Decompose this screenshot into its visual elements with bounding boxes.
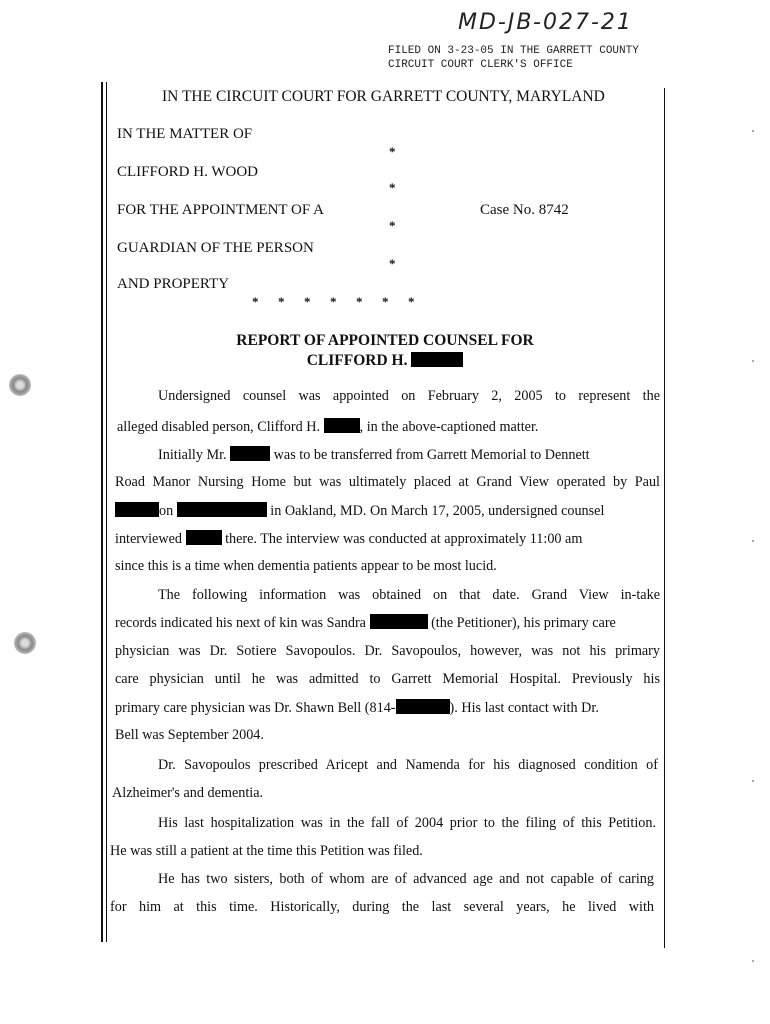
caption-line-2: CLIFFORD H. WOOD	[117, 164, 258, 180]
caption-line-4: GUARDIAN OF THE PERSON	[117, 240, 314, 256]
case-number: Case No. 8742	[480, 202, 569, 218]
left-margin-line-inner	[106, 82, 107, 942]
p3-line3: physician was Dr. Sotiere Savopoulos. Dr. Savopoulos, however, was not his primary	[115, 643, 660, 659]
p3-line2: records indicated his next of kin was Sandra (the Petitioner), his primary care	[115, 615, 616, 631]
caption-line-3: FOR THE APPOINTMENT OF A	[117, 202, 324, 218]
p3-line5: primary care physician was Dr. Shawn Bell (814- ). His last contact with Dr.	[115, 700, 599, 716]
p2-line5: since this is a time when dementia patients appear to be most lucid.	[115, 558, 497, 574]
p3-line1: The following information was obtained on that date. Grand View in-take	[158, 587, 660, 603]
handwritten-case-number: MD-JB-027-21	[458, 10, 633, 35]
caption-star: *	[389, 180, 396, 195]
p5-line2: He was still a patient at the time this Petition was filed.	[110, 843, 423, 859]
p5-line1: His last hospitalization was in the fall of 2004 prior to the filing of this Petition.	[158, 815, 656, 831]
hole-punch	[14, 632, 36, 654]
court-title: IN THE CIRCUIT COURT FOR GARRETT COUNTY, MARYLAND	[162, 88, 605, 105]
hole-punch	[9, 374, 31, 396]
scan-mark	[752, 130, 754, 132]
redaction-bar	[115, 502, 159, 517]
p2-line3: on in Oakland, MD. On March 17, 2005, undersigned counsel	[115, 502, 604, 520]
caption-line-1: IN THE MATTER OF	[117, 126, 253, 142]
caption-star-row: * * * * * * *	[252, 294, 415, 309]
report-title	[0, 331, 770, 371]
scan-mark	[752, 780, 754, 782]
p4-line1: Dr. Savopoulos prescribed Aricept and Namenda for his diagnosed condition of	[158, 757, 658, 773]
p3-line6: Bell was September 2004.	[115, 727, 264, 743]
p3-line4: care physician until he was admitted to Garrett Memorial Hospital. Previously his	[115, 671, 660, 687]
redaction-bar	[186, 530, 222, 545]
filing-stamp-line2: CIRCUIT COURT CLERK'S OFFICE	[388, 59, 573, 71]
caption-line-5: AND PROPERTY	[117, 276, 230, 292]
p1-line2: alleged disabled person, Clifford H. , in the above-captioned matter.	[117, 419, 539, 435]
redaction-bar	[370, 614, 428, 629]
caption-star: *	[389, 144, 396, 159]
redaction-bar	[177, 502, 267, 517]
redaction-bar	[324, 418, 360, 433]
right-margin-line	[664, 88, 665, 948]
filing-stamp	[388, 44, 639, 72]
p2-line4: interviewed there. The interview was conducted at approximately 11:00 am	[115, 531, 583, 547]
scan-mark	[752, 540, 754, 542]
report-title-line1: REPORT OF APPOINTED COUNSEL FOR	[236, 332, 534, 349]
scan-mark	[752, 960, 754, 962]
p6-line2: for him at this time. Historically, during the last several years, he lived with	[110, 899, 654, 915]
report-title-line2: CLIFFORD H.	[306, 352, 408, 369]
p1-line1: Undersigned counsel was appointed on February 2, 2005 to represent the	[158, 388, 660, 404]
p2-line2: Road Manor Nursing Home but was ultimately placed at Grand View operated by Paul	[115, 474, 660, 490]
caption-star: *	[389, 218, 396, 233]
caption-star: *	[389, 256, 396, 271]
p2-line1: Initially Mr. was to be transferred from Garrett Memorial to Dennett	[158, 447, 590, 463]
p6-line1: He has two sisters, both of whom are of advanced age and not capable of caring	[158, 871, 654, 887]
redaction-bar	[396, 699, 450, 714]
p4-line2: Alzheimer's and dementia.	[112, 785, 264, 801]
redaction-bar	[411, 352, 463, 367]
left-margin-line	[101, 82, 103, 942]
filing-stamp-line1: FILED ON 3-23-05 IN THE GARRETT COUNTY	[388, 45, 639, 57]
scan-mark	[752, 360, 754, 362]
redaction-bar	[230, 446, 270, 461]
